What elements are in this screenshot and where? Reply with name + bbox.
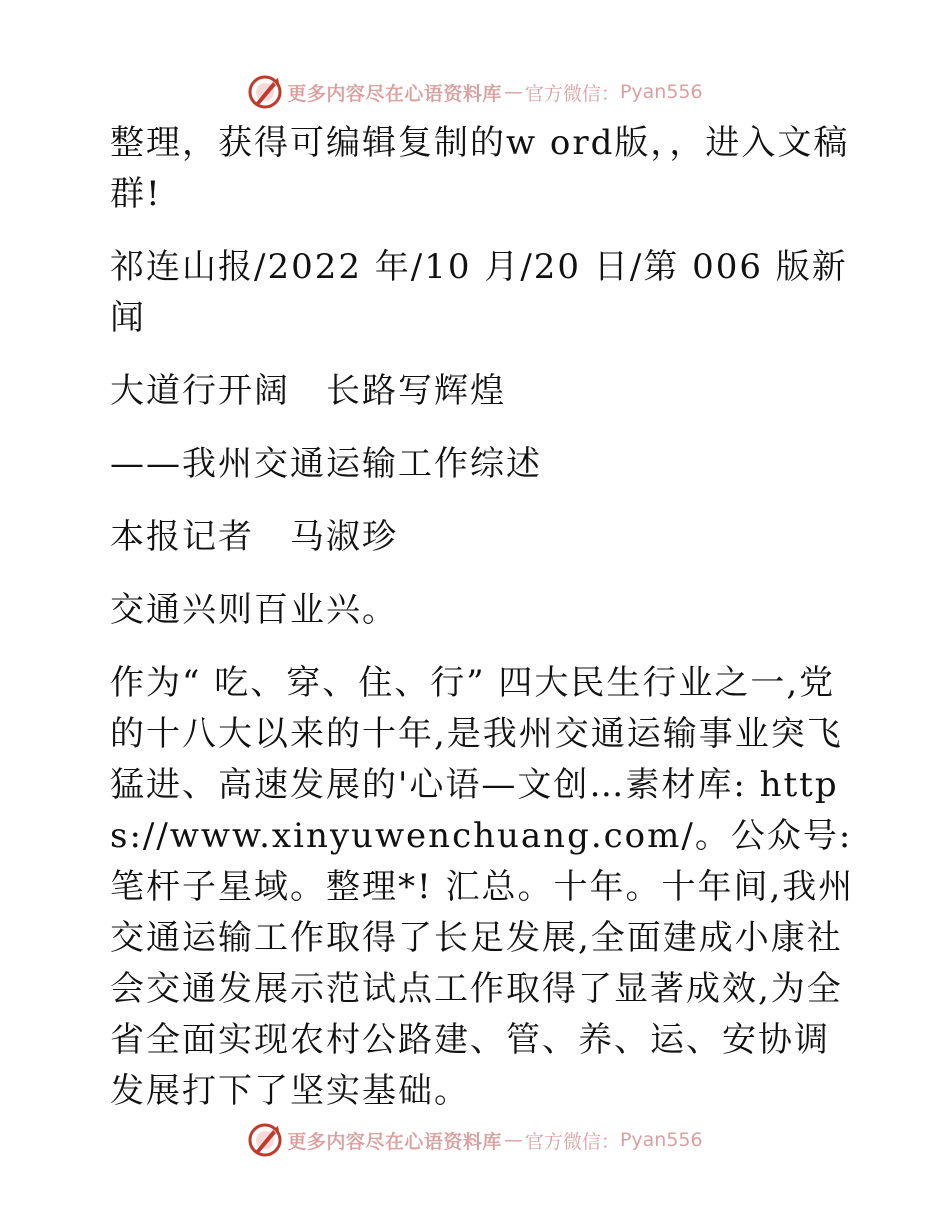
body-paragraph: 作为“ 吃、穿、住、行” 四大民生行业之一,党的十八大以来的十年,是我州交通运输事业突飞猛进、高速发展的'心语—文创…素材库: https://www.xinyuwenchuang.com/。公众号: 笔杆子星域。整理*! 汇总。十年。十年间,我州交通运输工作取得了长足发展,全面建成小康社会交通发展示范试点工作取得了显著成效,为全省全面实现农村公路建、管、养、运、安协调发展打下了坚实基础。 bbox=[110, 663, 855, 1111]
quill-pen-logo-icon bbox=[247, 74, 283, 110]
watermark-account: Pyan556 bbox=[619, 1129, 703, 1151]
watermark-separator: — bbox=[503, 81, 523, 103]
byline: 本报记者 马淑珍 bbox=[110, 517, 398, 557]
document-body bbox=[100, 118, 860, 1117]
lead-paragraph: 交通兴则百业兴。 bbox=[110, 590, 398, 630]
watermark-account: Pyan556 bbox=[619, 81, 703, 103]
watermark-main-text: 更多内容尽在心语资料库 bbox=[287, 1130, 502, 1153]
watermark-main-text: 更多内容尽在心语资料库 bbox=[287, 82, 502, 105]
source-line: 祁连山报/2022 年/10 月/20 日/第 006 版新闻 bbox=[110, 247, 848, 338]
watermark-official-label: 官方微信： bbox=[524, 82, 620, 105]
intro-paragraph: 整理，获得可编辑复制的w ord版，，进入文稿群! bbox=[110, 123, 850, 214]
watermark-separator: — bbox=[503, 1129, 523, 1151]
footer-watermark bbox=[0, 1118, 950, 1162]
watermark-official-label: 官方微信： bbox=[524, 1130, 620, 1153]
headline: 大道行开阔 长路写辉煌 bbox=[110, 371, 506, 411]
quill-pen-logo-icon bbox=[247, 1122, 283, 1158]
header-watermark bbox=[0, 70, 950, 114]
subheadline: ——我州交通运输工作综述 bbox=[110, 444, 542, 484]
